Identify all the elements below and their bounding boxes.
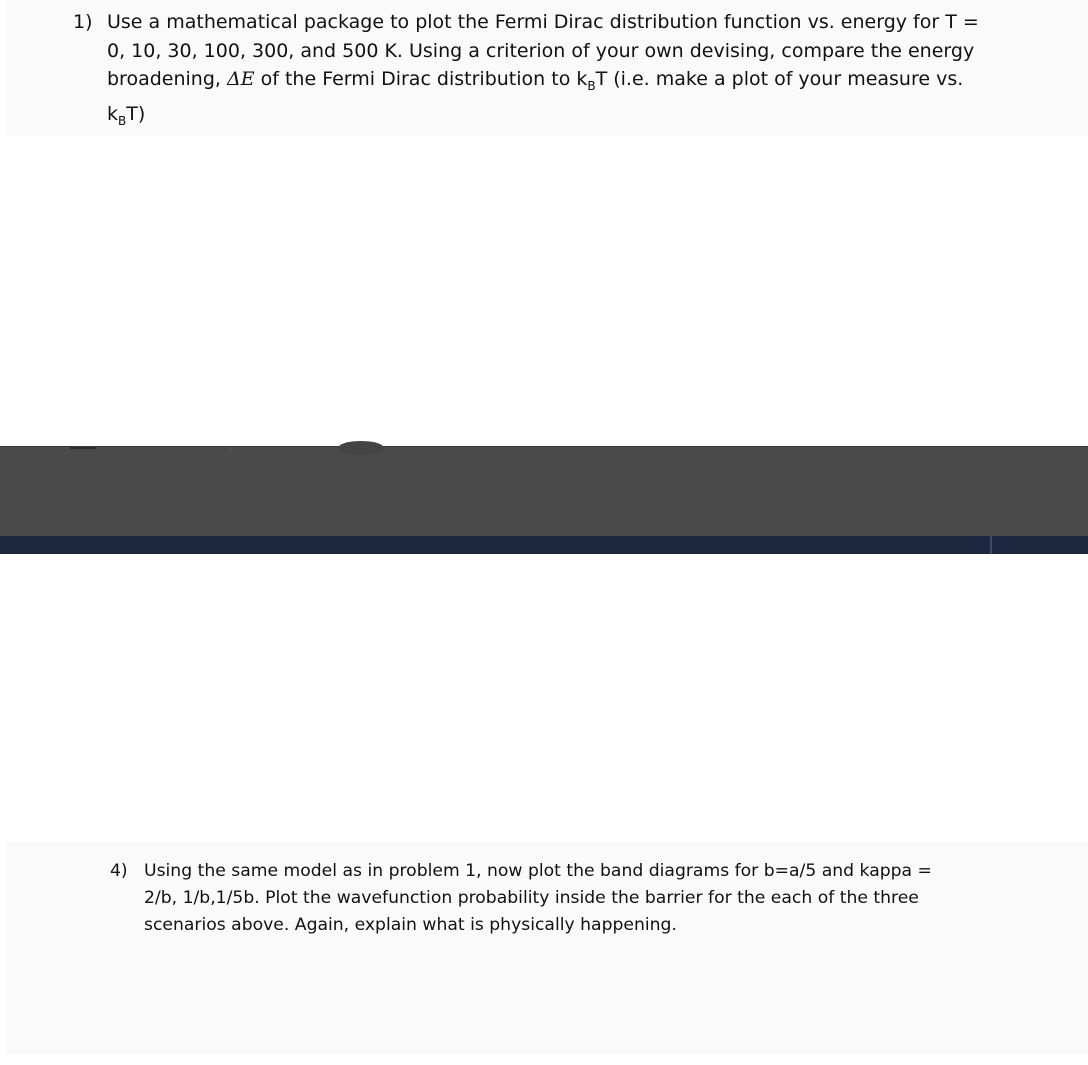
problem-text bbox=[144, 858, 932, 939]
subscript: B bbox=[118, 114, 127, 129]
problem-line: 2/b, 1/b,1/5b. Plot the wavefunction probability inside the barrier for the each of the three bbox=[144, 888, 919, 908]
text-run: k bbox=[107, 103, 119, 126]
problem-text bbox=[107, 8, 979, 136]
toolbar-tab-stub bbox=[70, 447, 96, 449]
problem-line: Use a mathematical package to plot the Fermi Dirac distribution function vs. energy for T = bbox=[107, 11, 979, 33]
problem-line: Using the same model as in problem 1, now plot the band diagrams for b=a/5 and kappa = bbox=[144, 861, 932, 881]
subscript: B bbox=[587, 78, 596, 93]
drag-handle[interactable] bbox=[338, 441, 384, 455]
text-run: T) bbox=[126, 103, 146, 126]
problem-line: 0, 10, 30, 100, 300, and 500 K. Using a criterion of your own devising, compare the energy bbox=[107, 39, 975, 62]
problem-line bbox=[107, 100, 979, 135]
problem-line: scenarios above. Again, explain what is physically happening. bbox=[144, 915, 677, 935]
status-divider bbox=[990, 536, 992, 554]
problem-line bbox=[107, 65, 979, 100]
delta-e-symbol: ΔE bbox=[226, 68, 255, 90]
text-run: of the Fermi Dirac distribution to k bbox=[254, 68, 588, 90]
problem-number: 4) bbox=[110, 861, 128, 881]
text-run: T (i.e. make a plot of your measure vs. bbox=[595, 68, 964, 90]
problem-number: 1) bbox=[73, 11, 93, 33]
viewer-toolbar-band bbox=[0, 446, 1088, 537]
text-run: broadening, bbox=[107, 68, 227, 90]
toolbar-divider bbox=[230, 447, 231, 453]
document-page-bottom bbox=[0, 554, 1088, 1065]
viewer-status-band bbox=[0, 536, 1088, 554]
